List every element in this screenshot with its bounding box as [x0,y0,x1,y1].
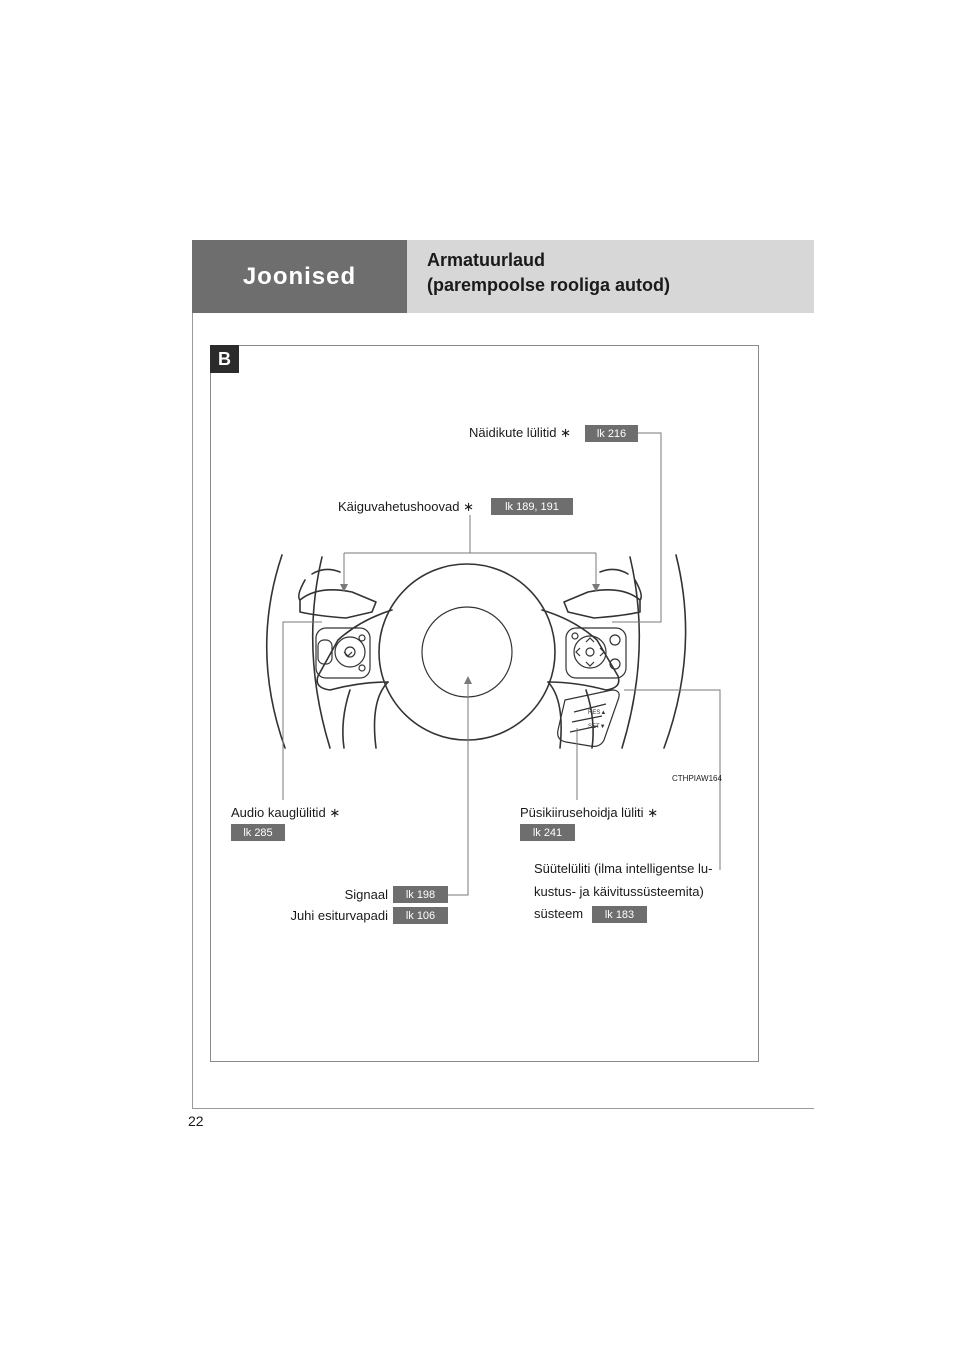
kaiguvahetus-label: Käiguvahetushoovad ∗ [338,499,474,514]
figure-badge: B [210,345,239,373]
page-title: Armatuurlaud [427,250,546,270]
esiturvapadi-ref-badge[interactable]: lk 106 [393,907,448,924]
signaal-label: Signaal [344,887,388,902]
audio-label: Audio kauglülitid ∗ [231,805,341,820]
naidikute-ref-badge[interactable]: lk 216 [585,425,638,442]
page-subtitle: (parempoolse rooliga autod) [427,275,671,295]
svg-text:RES▲: RES▲ [588,710,607,716]
signaal-ref-badge[interactable]: lk 198 [393,886,448,903]
pusikiirus-ref-badge[interactable]: lk 241 [520,824,575,841]
svg-text:SET▼: SET▼ [588,724,606,730]
esiturvapadi-label: Juhi esiturvapadi [290,908,388,923]
audio-ref-badge[interactable]: lk 285 [231,824,285,841]
suutelulit-label-line3: süsteem [534,906,584,921]
page-number: 22 [188,1113,204,1129]
pusikiirus-label: Püsikiirusehoidja lüliti ∗ [520,805,659,820]
image-code: CTHPIAW164 [672,774,722,783]
suutelulit-label-line1: Süütelüliti (ilma intelligentse lu- [534,861,713,876]
suutelulit-ref-badge[interactable]: lk 183 [592,906,647,923]
section-title: Joonised [242,262,357,290]
suutelulit-label-line2: kustus- ja käivitussüsteemita) [534,884,704,899]
naidikute-label: Näidikute lülitid ∗ [469,425,571,440]
kaiguvahetus-ref-badge[interactable]: lk 189, 191 [491,498,573,515]
